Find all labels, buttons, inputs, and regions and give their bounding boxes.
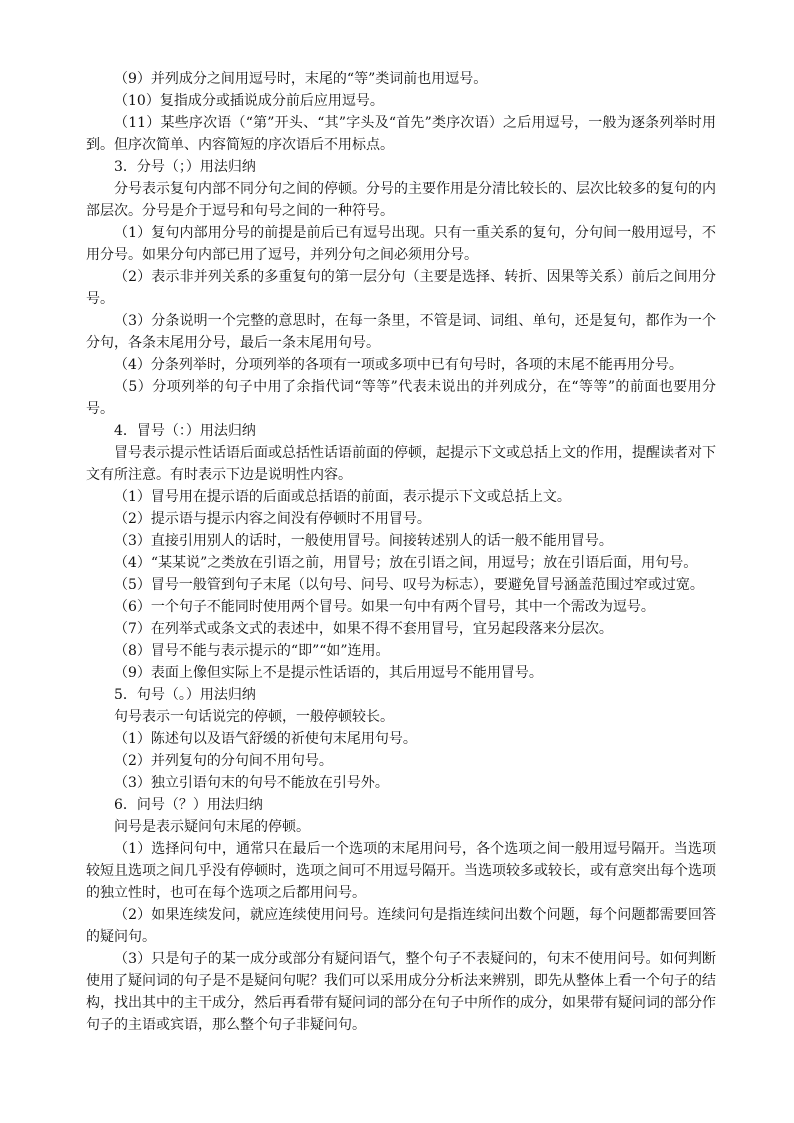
paragraph: （1）冒号用在提示语的后面或总括语的前面，表示提示下文或总括上文。	[114, 489, 571, 505]
paragraph: （9）并列成分之间用逗号时，末尾的“等”类词前也用逗号。	[114, 71, 488, 87]
paragraph: （2）如果连续发问，就应连续使用问号。连续问句是指连续问出数个问题，每个问题都需要回答的疑问句。	[86, 907, 716, 945]
paragraph: （3）只是句子的某一成分或部分有疑问语气，整个句子不表疑问的，句末不使用问号。如何判断使用了疑问词的句子是不是疑问句呢？我们可以采用成分分析法来辨别，即先从整体上看一个句子的结构，找出其中的主干成分，然后再看带有疑问词的部分在句子中所作的成分，如果带有疑问词的部分作句子的主语或宾语，那么整个句子非疑问句。	[86, 951, 716, 1033]
paragraph: （1）选择问句中，通常只在最后一个选项的末尾用问号，各个选项之间一般用逗号隔开。当选项较短且选项之间几乎没有停顿时，选项之间可不用逗号隔开。当选项较多或较长，或有意突出每个选项的独立性时，也可在每个选项之后都用问号。	[86, 841, 716, 901]
section-heading: 5．句号（。）用法归纳	[114, 687, 256, 703]
paragraph: （1）陈述句以及语气舒缓的祈使句末尾用句号。	[114, 731, 417, 747]
paragraph: 冒号表示提示性话语后面或总括性话语前面的停顿，起提示下文或总括上文的作用，提醒读者对下文有所注意。有时表示下边是说明性内容。	[86, 445, 716, 483]
section-heading: 3．分号（；）用法归纳	[114, 159, 256, 175]
paragraph: （11）某些序次语（“第”开头、“其”字头及“首先”类序次语）之后用逗号，一般为逐条列举时用到。但序次简单、内容简短的序次语后不用标点。	[86, 115, 716, 153]
paragraph: （1）复句内部用分号的前提是前后已有逗号出现。只有一重关系的复句，分句间一般用逗号，不用分号。如果分句内部已用了逗号，并列分句之间必须用分号。	[86, 225, 716, 263]
paragraph: （2）提示语与提示内容之间没有停顿时不用冒号。	[114, 511, 431, 527]
paragraph: （3）分条说明一个完整的意思时，在每一条里，不管是词、词组、单句，还是复句，都作为一个分句，各条末尾用分号，最后一条末尾用句号。	[86, 313, 716, 351]
section-heading: 6．问号（？）用法归纳	[114, 797, 263, 813]
paragraph: （9）表面上像但实际上不是提示性话语的，其后用逗号不能用冒号。	[114, 665, 543, 681]
paragraph: 问号是表示疑问句末尾的停顿。	[114, 819, 310, 835]
paragraph: （5）冒号一般管到句子末尾（以句号、问号、叹号为标志），要避免冒号涵盖范围过窄或过宽。	[114, 577, 704, 593]
paragraph: 句号表示一句话说完的停顿，一般停顿较长。	[114, 709, 394, 725]
document-body	[86, 68, 716, 1036]
paragraph: （3）独立引语句末的句号不能放在引号外。	[114, 775, 389, 791]
paragraph: （3）直接引用别人的话时，一般使用冒号。间接转述别人的话一般不能用冒号。	[114, 533, 613, 549]
paragraph: （10）复指成分或插说成分前后应用逗号。	[114, 93, 384, 109]
section-heading: 4．冒号（：）用法归纳	[114, 423, 256, 439]
paragraph: 分号表示复句内部不同分句之间的停顿。分号的主要作用是分清比较长的、层次比较多的复句的内部层次。分号是介于逗号和句号之间的一种符号。	[86, 181, 716, 219]
paragraph: （4）“某某说”之类放在引语之前，用冒号；放在引语之间，用逗号；放在引语后面，用句号。	[114, 555, 698, 571]
paragraph: （2）并列复句的分句间不用句号。	[114, 753, 333, 769]
paragraph: （5）分项列举的句子中用了余指代词“等等”代表未说出的并列成分，在“等等”的前面也要用分号。	[86, 379, 716, 417]
paragraph: （6）一个句子不能同时使用两个冒号。如果一句中有两个冒号，其中一个需改为逗号。	[114, 599, 655, 615]
paragraph: （7）在列举式或条文式的表述中，如果不得不套用冒号，宜另起段落来分层次。	[114, 621, 613, 637]
paragraph: （8）冒号不能与表示提示的“即”“如”连用。	[114, 643, 390, 659]
paragraph: （2）表示非并列关系的多重复句的第一层分句（主要是选择、转折、因果等关系）前后之间用分号。	[86, 269, 716, 307]
paragraph: （4）分条列举时，分项列举的各项有一项或多项中已有句号时，各项的末尾不能再用分号。	[114, 357, 683, 373]
